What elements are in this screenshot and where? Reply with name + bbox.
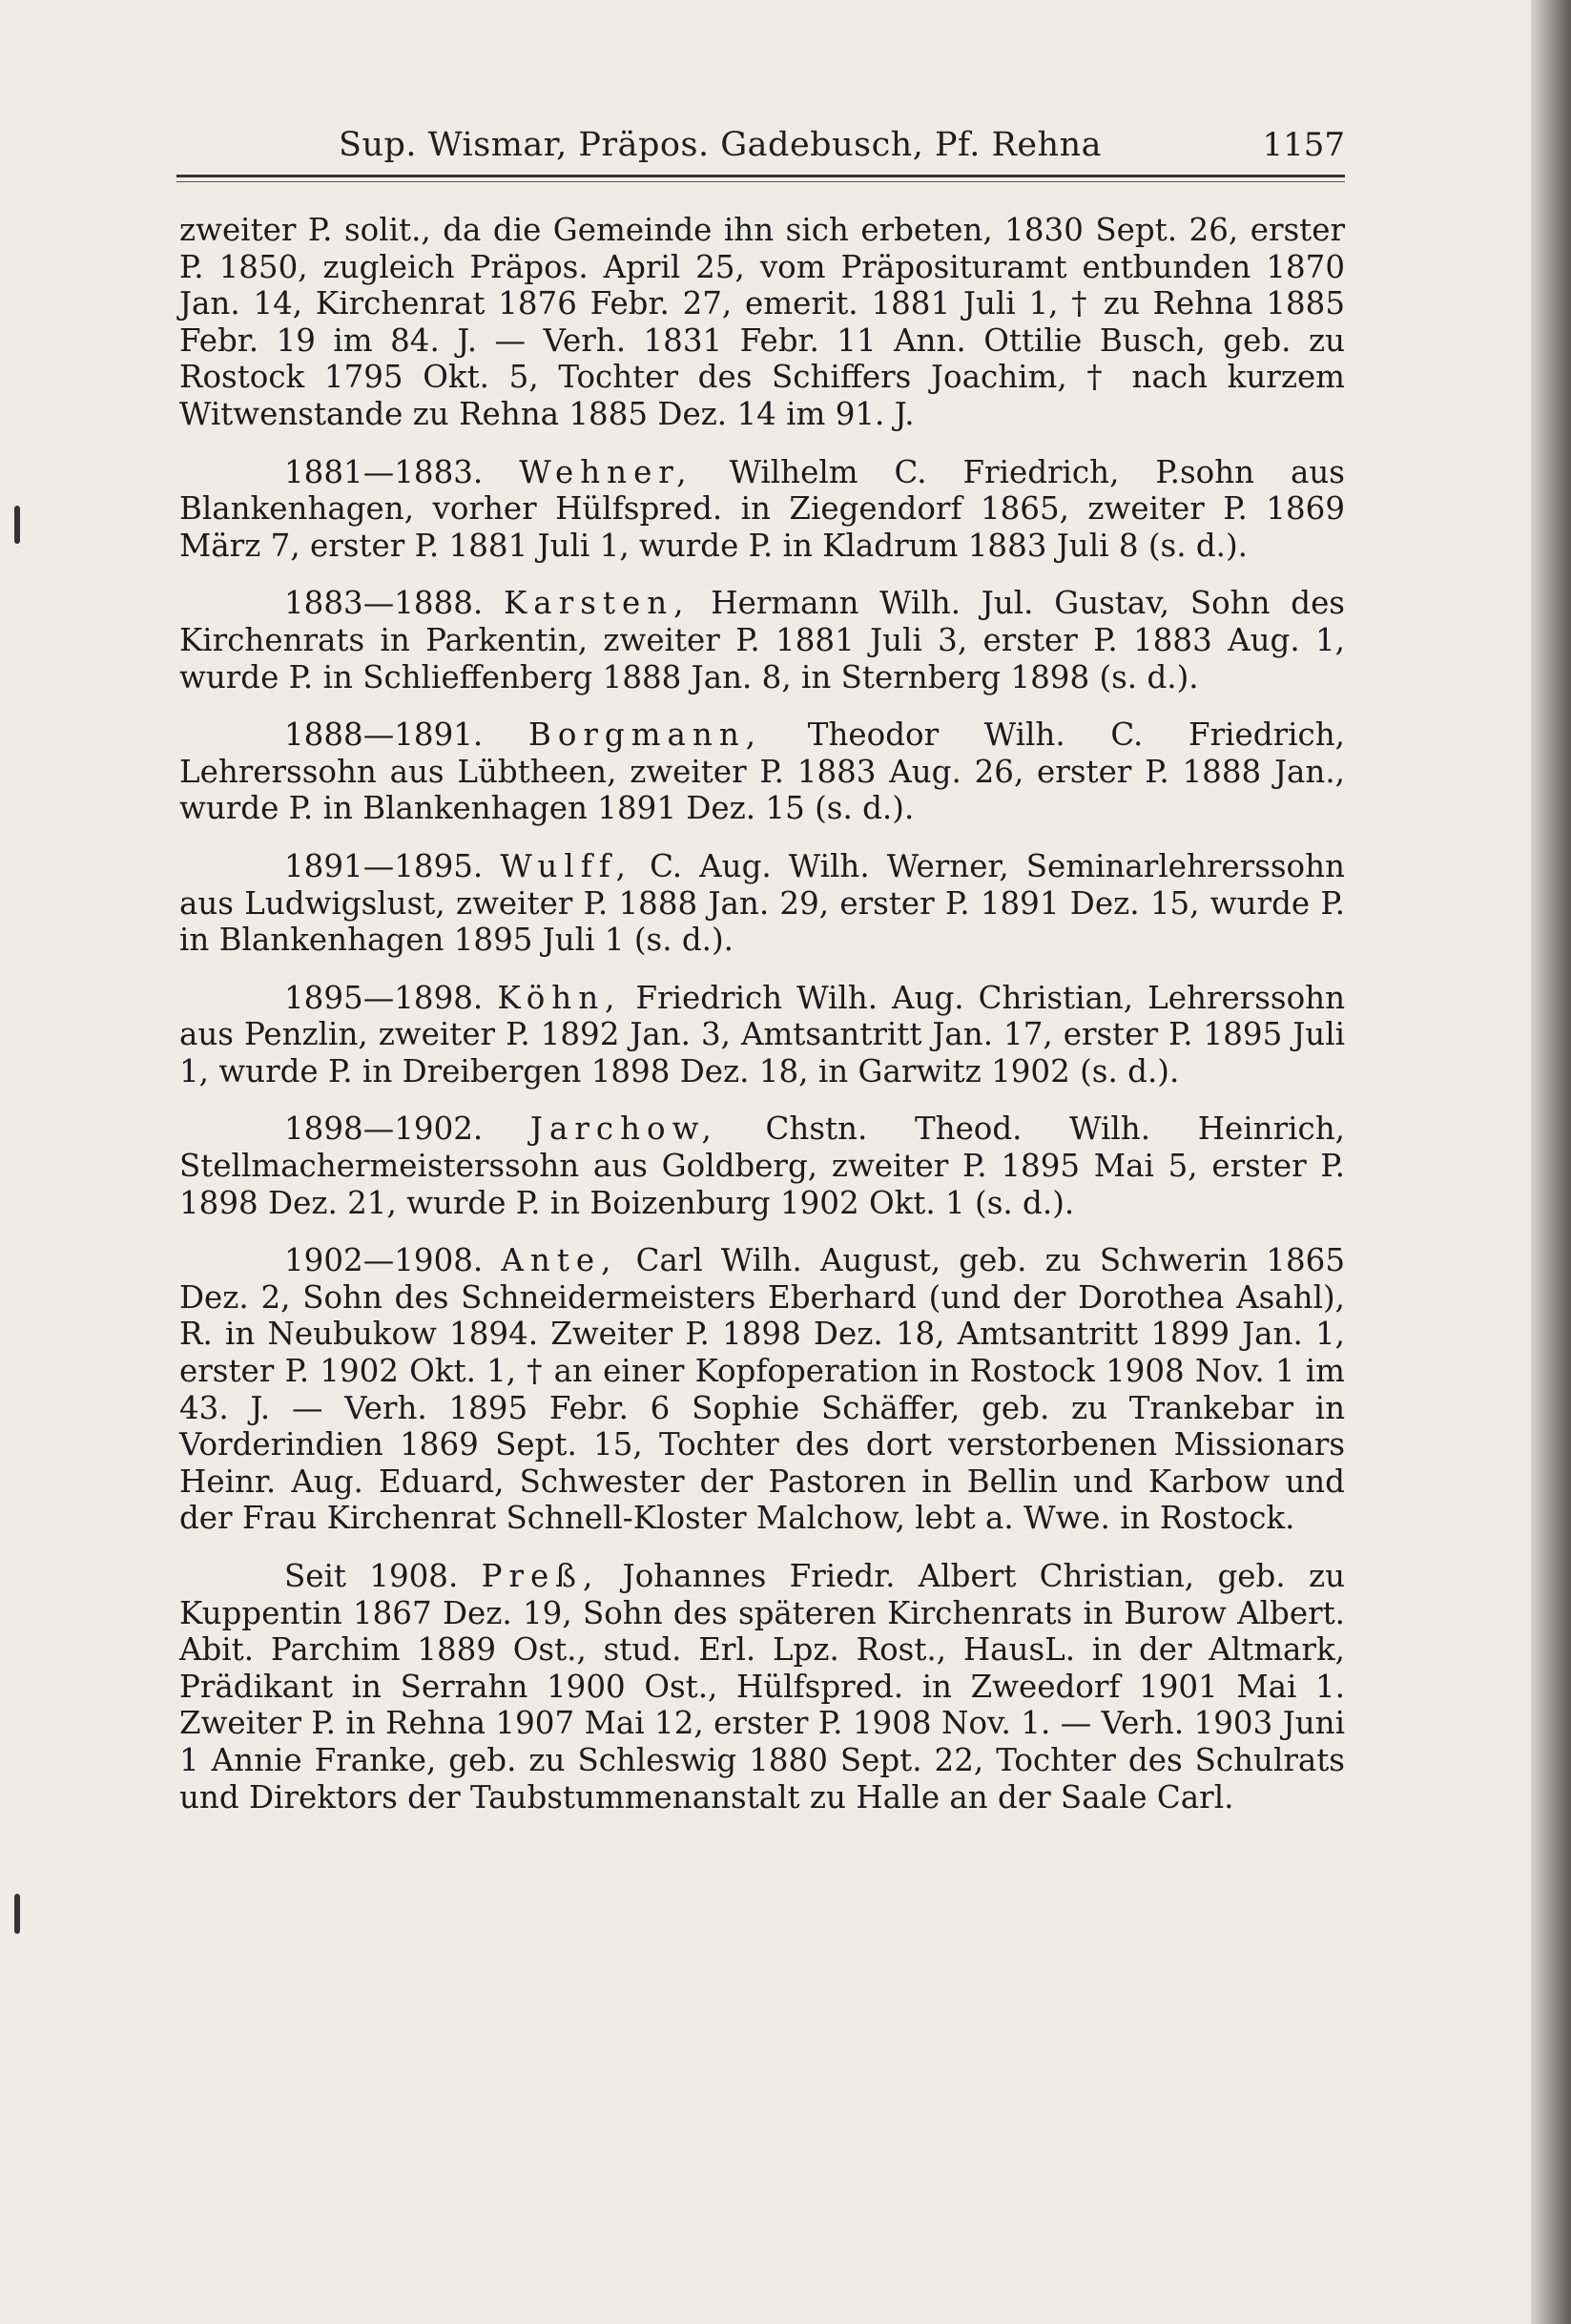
entry-surname: Wehner,	[519, 453, 693, 490]
main-text	[179, 212, 1345, 1836]
entry-surname: Preß,	[481, 1558, 600, 1594]
entry-text: Carl Wilh. August, geb. zu Schwerin 1865 Dez. 2, Sohn des Schneidermeisters Eberhard (und der Dorothea Asahl), R. in Neubukow 1894. Zweiter P. 1898 Dez. 18, Amtsantritt 1899 Jan. 1, erster P. 1902 Okt. 1, † an einer Kopfoperation in Rostock 1908 Nov. 1 im 43. J. — Verh. 1895 Febr. 6 Sophie Schäffer, geb. zu Trankebar in Vorderindien 1869 Sept. 15, Tochter des dort verstorbenen Missionars Heinr. Aug. Eduard, Schwester der Pastoren in Bellin und Karbow und der Frau Kirchenrat Schnell-Kloster Malchow, lebt a. Wwe. in Rostock.	[179, 1242, 1345, 1537]
entry-years: 1902—1908.	[284, 1242, 484, 1279]
margin-mark	[14, 506, 20, 544]
entry-years: 1883—1888.	[284, 585, 484, 622]
header-rule-thin	[176, 181, 1345, 182]
entry-surname: Borgmann,	[527, 716, 763, 754]
header-title: Sup. Wismar, Präpos. Gadebusch, Pf. Rehna	[339, 126, 1102, 164]
entry-text: Hermann Wilh. Jul. Gustav, Sohn des Kirchenrats in Parkentin, zweiter P. 1881 Juli 3, erster P. 1883 Aug. 1, wurde P. in Schlieffenberg 1888 Jan. 8, in Sternberg 1898 (s. d.).	[179, 585, 1345, 695]
entry-years: 1891—1895.	[284, 847, 484, 884]
entry-text: Wilhelm C. Friedrich, P.sohn aus Blankenhagen, vorher Hülfspred. in Ziegendorf 1865, zweiter P. 1869 März 7, erster P. 1881 Juli 1, wurde P. in Kladrum 1883 Juli 8 (s. d.).	[179, 453, 1345, 564]
pastor-entry	[179, 1558, 1345, 1816]
entry-years: 1888—1891.	[284, 716, 484, 754]
entry-surname: Karsten,	[504, 585, 691, 622]
entry-text: Johannes Friedr. Albert Christian, geb. zu Kuppentin 1867 Dez. 19, Sohn des späteren Kirchenrats in Burow Albert. Abit. Parchim 1889 Ost., stud. Erl. Lpz. Rost., HausL. in der Altmark, Prädikant in Serrahn 1900 Ost., Hülfspred. in Zweedorf 1901 Mai 1. Zweiter P. in Rehna 1907 Mai 12, erster P. 1908 Nov. 1. — Verh. 1903 Juni 1 Annie Franke, geb. zu Schleswig 1880 Sept. 22, Tochter des Schulrats und Direktors der Taubstummenanstalt zu Halle an der Saale Carl.	[179, 1558, 1345, 1816]
pastor-entry	[179, 980, 1345, 1090]
running-header	[176, 126, 1345, 172]
pastor-entry	[179, 1110, 1345, 1221]
page-gutter-shadow	[1531, 0, 1571, 2324]
entry-years: Seit 1908.	[284, 1558, 459, 1594]
entry-text: zweiter P. solit., da die Gemeinde ihn sich erbeten, 1830 Sept. 26, erster P. 1850, zugleich Präpos. April 25, vom Präposituramt entbunden 1870 Jan. 14, Kirchenrat 1876 Febr. 27, emerit. 1881 Juli 1, † zu Rehna 1885 Febr. 19 im 84. J. — Verh. 1831 Febr. 11 Ann. Ottilie Busch, geb. zu Rostock 1795 Okt. 5, Tochter des Schiffers Joachim, † nach kurzem Witwenstande zu Rehna 1885 Dez. 14 im 91. J.	[179, 212, 1345, 432]
entry-continuation	[179, 212, 1345, 433]
pastor-entry	[179, 848, 1345, 959]
entry-surname: Wulff,	[500, 847, 632, 884]
entry-text: Theodor Wilh. C. Friedrich, Lehrerssohn aus Lübtheen, zweiter P. 1883 Aug. 26, erster P. 1888 Jan., wurde P. in Blankenhagen 1891 Dez. 15 (s. d.).	[179, 716, 1345, 827]
entry-text: C. Aug. Wilh. Werner, Seminarlehrerssohn aus Ludwigslust, zweiter P. 1888 Jan. 29, erster P. 1891 Dez. 15, wurde P. in Blankenhagen 1895 Juli 1 (s. d.).	[179, 847, 1345, 959]
entry-years: 1898—1902.	[284, 1110, 484, 1148]
pastor-entry	[179, 454, 1345, 565]
pastor-entry	[179, 585, 1345, 695]
entry-years: 1895—1898.	[284, 979, 484, 1016]
entry-years: 1881—1883.	[284, 453, 484, 490]
entry-surname: Jarchow,	[529, 1110, 718, 1148]
pastor-entry	[179, 716, 1345, 827]
margin-mark	[14, 1894, 20, 1934]
entry-text: Friedrich Wilh. Aug. Christian, Lehrerssohn aus Penzlin, zweiter P. 1892 Jan. 3, Amtsantritt Jan. 17, erster P. 1895 Juli 1, wurde P. in Dreibergen 1898 Dez. 18, in Garwitz 1902 (s. d.).	[179, 979, 1345, 1089]
entry-text: Chstn. Theod. Wilh. Heinrich, Stellmachermeisterssohn aus Goldberg, zweiter P. 1895 Mai 5, erster P. 1898 Dez. 21, wurde P. in Boizenburg 1902 Okt. 1 (s. d.).	[179, 1110, 1345, 1221]
header-rule	[176, 175, 1345, 177]
pastor-entry	[179, 1242, 1345, 1537]
entry-surname: Köhn,	[497, 979, 622, 1016]
entry-surname: Ante,	[501, 1242, 618, 1279]
page-number: 1157	[1262, 126, 1345, 164]
